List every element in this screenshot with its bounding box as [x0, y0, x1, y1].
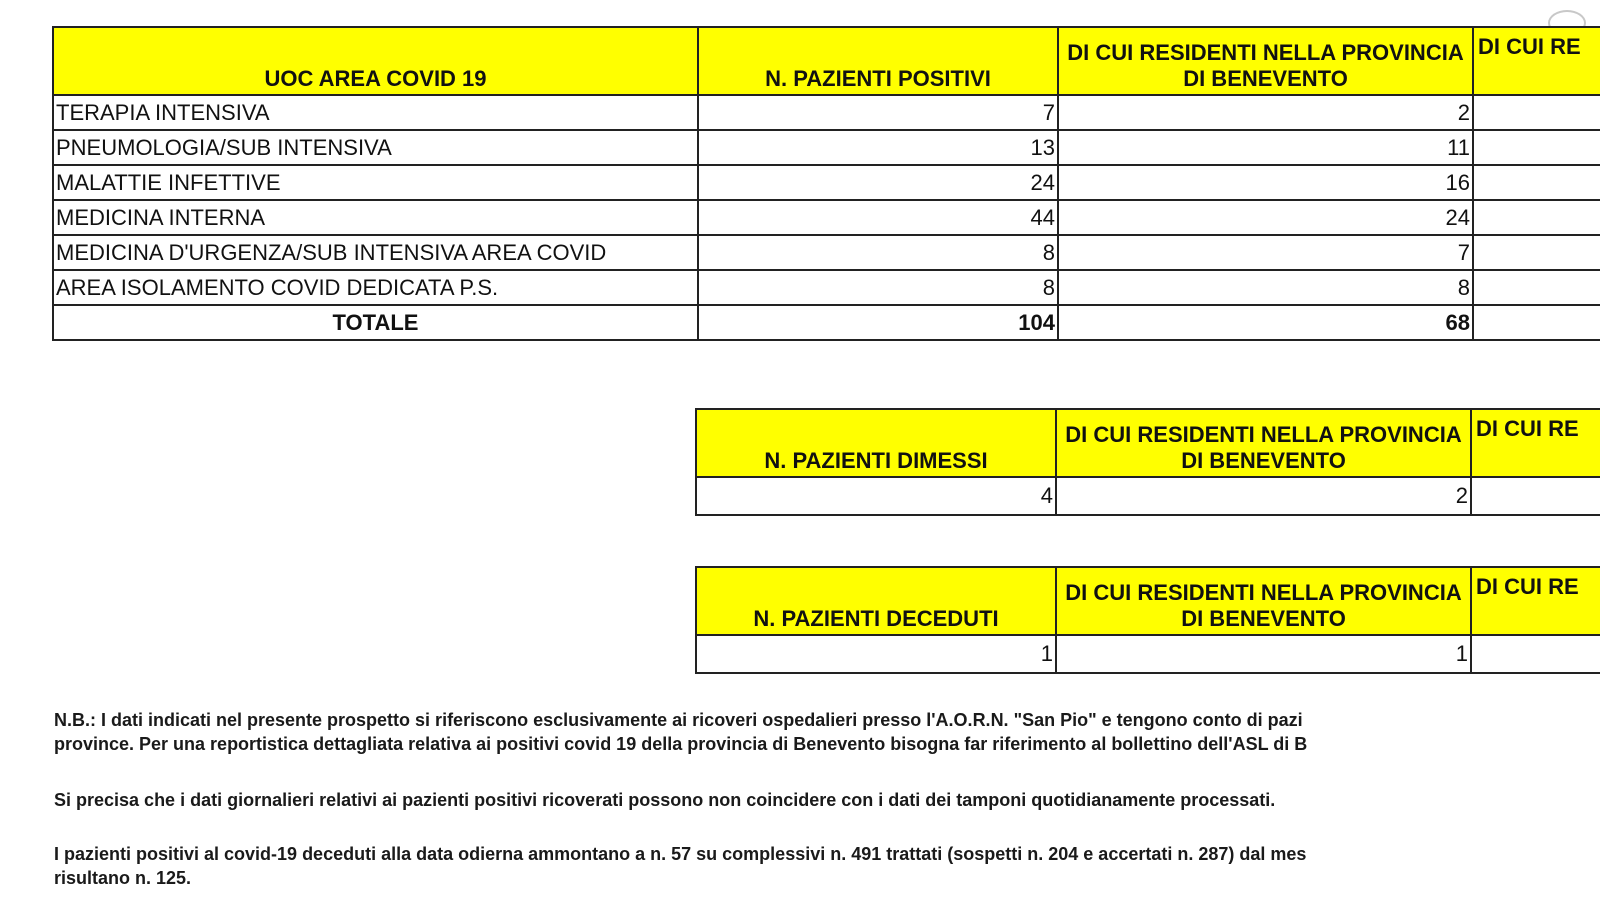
row-label: TERAPIA INTENSIVA	[53, 95, 698, 130]
row-extra-cell	[1473, 305, 1600, 340]
total-positivi: 104	[698, 305, 1058, 340]
deceduti-header-row	[696, 567, 1600, 635]
header-pazienti-dimessi: N. PAZIENTI DIMESSI	[696, 409, 1056, 477]
row-residenti: 2	[1058, 95, 1473, 130]
deceduti-value: 1	[696, 635, 1056, 673]
row-extra-cell	[1471, 477, 1600, 515]
header-residenti-benevento: DI CUI RESIDENTI NELLA PROVINCIA DI BENEVENTO	[1056, 567, 1471, 635]
header-di-cui-re-partial: DI CUI RE	[1473, 27, 1600, 95]
dimessi-table	[695, 408, 1600, 516]
nb-note-line-2: province. Per una reportistica dettagliata relativa ai positivi covid 19 della provincia di Benevento bisogna far riferimento al bollettino dell'ASL di B	[54, 734, 1308, 754]
row-residenti: 11	[1058, 130, 1473, 165]
table-row	[53, 165, 1600, 200]
row-label: MEDICINA D'URGENZA/SUB INTENSIVA AREA COVID	[53, 235, 698, 270]
header-di-cui-re-partial: DI CUI RE	[1471, 567, 1600, 635]
row-positivi: 24	[698, 165, 1058, 200]
header-residenti-benevento: DI CUI RESIDENTI NELLA PROVINCIA DI BENEVENTO	[1058, 27, 1473, 95]
row-positivi: 13	[698, 130, 1058, 165]
total-label: TOTALE	[53, 305, 698, 340]
table-row	[696, 635, 1600, 673]
row-positivi: 7	[698, 95, 1058, 130]
deceduti-residenti-value: 1	[1056, 635, 1471, 673]
row-positivi: 8	[698, 235, 1058, 270]
deceduti-note	[54, 842, 1306, 890]
row-extra-cell	[1473, 165, 1600, 200]
deceduti-table	[695, 566, 1600, 674]
row-positivi: 44	[698, 200, 1058, 235]
nb-note-line-1: N.B.: I dati indicati nel presente prospetto si riferiscono esclusivamente ai ricoveri ospedalieri presso l'A.O.R.N. "San Pio" e tengono conto di pazi	[54, 710, 1303, 730]
row-label: MALATTIE INFETTIVE	[53, 165, 698, 200]
deceduti-note-line-2: risultano n. 125.	[54, 868, 192, 888]
dimessi-value: 4	[696, 477, 1056, 515]
header-residenti-benevento: DI CUI RESIDENTI NELLA PROVINCIA DI BENEVENTO	[1056, 409, 1471, 477]
row-label: PNEUMOLOGIA/SUB INTENSIVA	[53, 130, 698, 165]
table-row	[696, 477, 1600, 515]
header-pazienti-deceduti: N. PAZIENTI DECEDUTI	[696, 567, 1056, 635]
row-extra-cell	[1473, 235, 1600, 270]
row-residenti: 8	[1058, 270, 1473, 305]
dimessi-residenti-value: 2	[1056, 477, 1471, 515]
row-residenti: 24	[1058, 200, 1473, 235]
header-uoc-area: UOC AREA COVID 19	[53, 27, 698, 95]
table-row	[53, 200, 1600, 235]
dimessi-header-row	[696, 409, 1600, 477]
row-label: MEDICINA INTERNA	[53, 200, 698, 235]
row-extra-cell	[1471, 635, 1600, 673]
row-label: AREA ISOLAMENTO COVID DEDICATA P.S.	[53, 270, 698, 305]
total-row	[53, 305, 1600, 340]
row-positivi: 8	[698, 270, 1058, 305]
table-row	[53, 95, 1600, 130]
table-row	[53, 130, 1600, 165]
precisa-note-line: Si precisa che i dati giornalieri relativi ai pazienti positivi ricoverati possono non coincidere con i dati dei tamponi quotidianamente processati.	[54, 790, 1276, 810]
row-residenti: 16	[1058, 165, 1473, 200]
header-pazienti-positivi: N. PAZIENTI POSITIVI	[698, 27, 1058, 95]
table-row	[53, 270, 1600, 305]
row-extra-cell	[1473, 130, 1600, 165]
main-covid-table	[52, 26, 1600, 341]
row-residenti: 7	[1058, 235, 1473, 270]
total-residenti: 68	[1058, 305, 1473, 340]
row-extra-cell	[1473, 270, 1600, 305]
precisa-note	[54, 788, 1275, 812]
main-table-header-row	[53, 27, 1600, 95]
row-extra-cell	[1473, 95, 1600, 130]
row-extra-cell	[1473, 200, 1600, 235]
nb-note	[54, 708, 1307, 756]
header-di-cui-re-partial: DI CUI RE	[1471, 409, 1600, 477]
table-row	[53, 235, 1600, 270]
deceduti-note-line-1: I pazienti positivi al covid-19 deceduti alla data odierna ammontano a n. 57 su complessivi n. 491 trattati (sospetti n. 204 e accertati n. 287) dal mes	[54, 844, 1307, 864]
